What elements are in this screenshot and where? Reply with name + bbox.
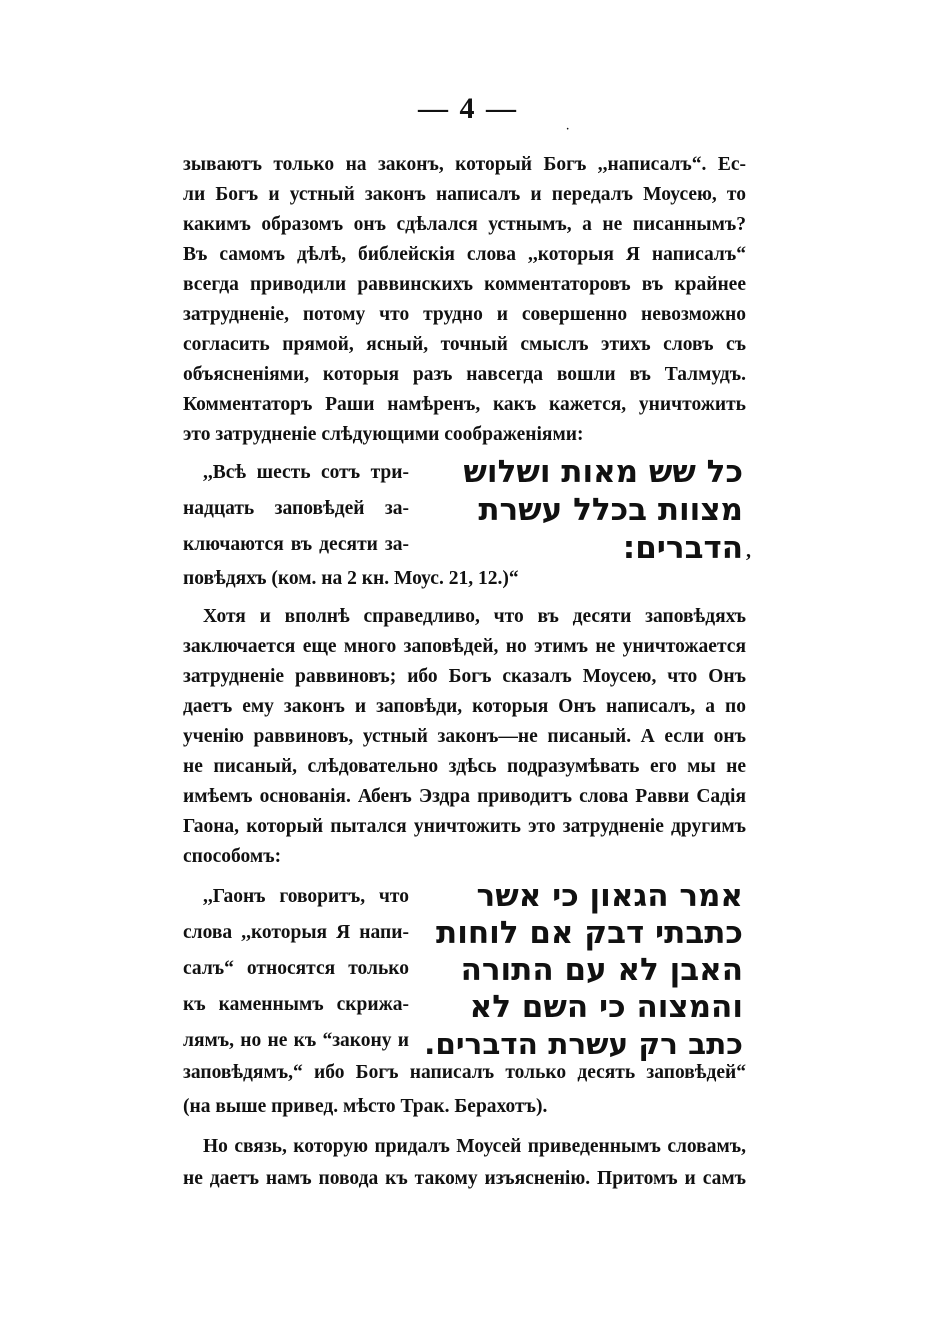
text-line: затрудненіе, потому что трудно и совершенно невозможно (183, 304, 746, 325)
text-line: объясненіями, которыя разъ навсегда вошли въ Талмудъ. (183, 364, 746, 385)
text-line: не даетъ намъ повода къ такому изъясненію. Притомъ и самъ (183, 1168, 746, 1189)
quote-russian-line: ,,Гаонъ говоритъ, что (203, 886, 409, 907)
text-line: даетъ ему законъ и заповѣди, которыя Онъ написалъ, а по (183, 696, 746, 717)
hebrew-line: כל שש מאות ושלוש (463, 454, 743, 490)
quote-russian-line: ,,Всѣ шесть сотъ три- (203, 462, 409, 483)
hebrew-line: והמצוה כי השם לא (469, 989, 743, 1025)
hebrew-line: כתבתי דבק אם לוחות (436, 915, 743, 951)
text-line: заключается еще много заповѣдей, но этимъ не уничтожается (183, 636, 746, 657)
page-number: — 4 — (418, 92, 518, 125)
quote-russian-line: слова ,,которыя Я напи- (183, 922, 409, 943)
quote-russian-line: салъ“ относятся только (183, 958, 409, 979)
text-line: это затрудненіе слѣдующими соображеніями: (183, 424, 584, 445)
text-line: согласить прямой, ясный, точный смыслъ этихъ словъ съ (183, 334, 746, 355)
quote-russian-line: къ каменнымъ скрижа- (183, 994, 409, 1015)
speck-mark: · (566, 124, 570, 135)
hebrew-line: כתב רק עשרת הדברים. (424, 1027, 743, 1061)
hebrew-line: הדברים: (622, 530, 743, 566)
hebrew-line: מצוות בכלל עשרת (478, 492, 743, 528)
hebrew-line: האבן לא עם התורה (460, 952, 743, 988)
quote-russian-line: лямъ, но не къ “закону и (183, 1030, 409, 1051)
text-line: Въ самомъ дѣлѣ, библейскія слова ,,которыя Я написалъ“ (183, 244, 746, 265)
text-line: Хотя и вполнѣ справедливо, что въ десяти заповѣдяхъ (203, 606, 746, 627)
text-line: Гаона, который пытался уничтожить это затрудненіе другимъ (183, 816, 746, 837)
text-line: зываютъ только на законъ, который Богъ ,,написалъ“. Ес- (183, 154, 746, 175)
text-line: всегда приводили раввинскихъ комментаторовъ въ крайнее (183, 274, 746, 295)
text-line: имѣемъ основанія. Абенъ Эздра приводитъ слова Равви Садія (183, 786, 746, 807)
text-line: не писаный, слѣдовательно здѣсь подразумѣвать его мы не (183, 756, 746, 777)
hebrew-line: אמר הגאון כי אשר (476, 878, 743, 914)
text-line: способомъ: (183, 846, 282, 867)
margin-mark: , (746, 540, 751, 562)
text-line: Но связь, которую придалъ Моусей приведеннымъ словамъ, (203, 1136, 746, 1157)
quote-continuation: заповѣдямъ,“ ибо Богъ написалъ только десять заповѣдей“ (183, 1062, 746, 1083)
text-line: Комментаторъ Раши намѣренъ, какъ кажется, уничтожить (183, 394, 746, 415)
quote-continuation: (на выше привед. мѣсто Трак. Берахотъ). (183, 1096, 548, 1117)
quote-russian-line: надцать заповѣдей за- (183, 498, 409, 519)
quote-continuation: повѣдяхъ (ком. на 2 кн. Моус. 21, 12.)“ (183, 568, 519, 589)
text-line: затрудненіе раввиновъ; ибо Богъ сказалъ Моусею, что Онъ (183, 666, 746, 687)
text-line: ли Богъ и устный законъ написалъ и передалъ Моусею, то (183, 184, 746, 205)
text-line: ученію раввиновъ, устный законъ—не писаный. А если онъ (183, 726, 746, 747)
text-line: какимъ образомъ онъ сдѣлался устнымъ, а не писаннымъ? (183, 214, 746, 235)
quote-russian-line: ключаются въ десяти за- (183, 534, 409, 555)
